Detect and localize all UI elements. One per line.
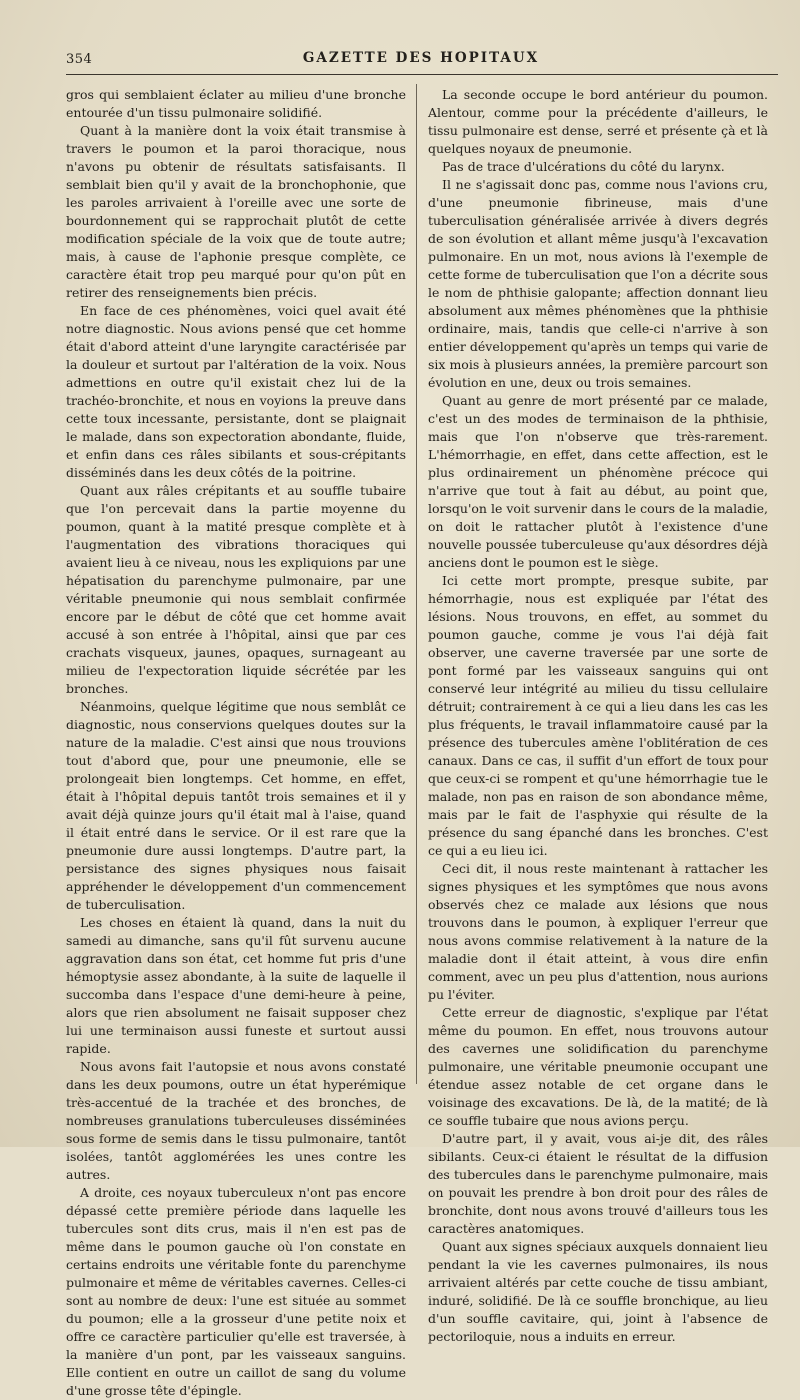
paragraph: La seconde occupe le bord antérieur du poumon. Alentour, comme pour la précédente d'ailleurs, le tissu pulmonaire est dense, serré et présente çà et là quelques noyaux de pneumonie. [428,87,768,156]
paragraph: Ceci dit, il nous reste maintenant à rattacher les signes physiques et les symptômes que nous avons observés chez ce malade aux lésions que nous trouvons dans le poumon, à expliquer l'erreur que nous avons commise relativement à la nature de la maladie dont il était atteint, à vous dire enfin comment, avec un peu plus d'attention, nous aurions pu l'éviter. [428,861,768,1002]
paragraph: En face de ces phénomènes, voici quel avait été notre diagnostic. Nous avions pensé que cet homme était d'abord atteint d'une laryngite caractérisée par la douleur et surtout par l'altération de la voix. Nous admettions en outre qu'il existait chez lui de la trachéo-bronchite, et nous en voyions la preuve dans cette toux incessante, persistante, dont se plaignait le malade, dans son expectoration abondante, fluide, et enfin dans ces râles sibilants et sous-crépitants disséminés dans les deux côtés de la poitrine. [66,303,406,480]
page-number: 354 [66,52,93,67]
paragraph: Quant aux râles crépitants et au souffle tubaire que l'on percevait dans la partie moyenne du poumon, quant à la matité presque complète et à l'augmentation des vibrations thoraciques qui avaient lieu à ce niveau, nous les expliquions par une hépatisation du parenchyme pulmonaire, par une véritable pneumonie qui nous semblait confirmée encore par le début de côté que cet homme avait accusé à son entrée à l'hôpital, ainsi que par ces crachats visqueux, jaunes, opaques, surnageant au milieu de l'expectoration liquide sécrétée par les bronches. [66,483,406,696]
header-rule [66,74,778,75]
paragraph: Cette erreur de diagnostic, s'explique par l'état même du poumon. En effet, nous trouvons autour des cavernes une solidification du parenchyme pulmonaire, une véritable pneumonie occupant une étendue assez notable de cet organe dans le voisinage des excavations. De là, de la matité; de là ce souffle tubaire que nous avions perçu. [428,1005,768,1128]
right-column [428,86,768,1346]
paragraph: Il ne s'agissait donc pas, comme nous l'avions cru, d'une pneumonie fibrineuse, mais d'une tuberculisation généralisée arrivée à divers degrés de son évolution et allant même jusqu'à l'excavation pulmonaire. En un mot, nous avions là l'exemple de cette forme de tuberculisation que l'on a décrite sous le nom de phthisie galopante; affection donnant lieu absolument aux mêmes phénomènes que la phthisie ordinaire, mais, tandis que celle-ci n'arrive à son entier développement qu'après un temps qui varie de six mois à plusieurs années, la première parcourt son évolution en une, deux ou trois semaines. [428,177,768,390]
paragraph: Les choses en étaient là quand, dans la nuit du samedi au dimanche, sans qu'il fût survenu aucune aggravation dans son état, cet homme fut pris d'une hémoptysie assez abondante, à la suite de laquelle il succomba dans l'espace d'une demi-heure à peine, alors que rien absolument ne faisait supposer chez lui une terminaison aussi funeste et surtout aussi rapide. [66,915,406,1056]
paragraph: Pas de trace d'ulcérations du côté du larynx. [442,159,725,174]
paragraph: A droite, ces noyaux tuberculeux n'ont pas encore dépassé cette première période dans laquelle les tubercules sont dits crus, mais il n'en est pas de même dans le poumon gauche où l'on constate en certains endroits une véritable fonte du parenchyme pulmonaire et même de véritables cavernes. Celles-ci sont au nombre de deux: l'une est située au sommet du poumon; elle a la grosseur d'une petite noix et offre ce caractère particulier qu'elle est traversée, à la manière d'un pont, par les vaisseaux sanguins. Elle contient en outre un caillot de sang du volume d'une grosse tête d'épingle. [66,1185,406,1398]
running-title: GAZETTE DES HOPITAUX [302,50,540,66]
paragraph: Néanmoins, quelque légitime que nous semblât ce diagnostic, nous conservions quelques doutes sur la nature de la maladie. C'est ainsi que nous trouvions tout d'abord que, pour une pneumonie, elle se prolongeait bien longtemps. Cet homme, en effet, était à l'hôpital depuis tantôt trois semaines et il y avait déjà quinze jours qu'il était mal à l'aise, quand il était entré dans le service. Or il est rare que la pneumonie dure aussi longtemps. D'autre part, la persistance des signes physiques nous faisait appréhender le développement d'un commencement de tuberculisation. [66,699,406,912]
page-header [66,50,776,72]
paragraph: Quant aux signes spéciaux auxquels donnaient lieu pendant la vie les cavernes pulmonaires, ils nous arrivaient altérés par cette couche de tissu ambiant, induré, solidifié. De là ce souffle bronchique, au lieu d'un souffle cavitaire, qui, joint à l'absence de pectoriloquie, nous a induits en erreur. [428,1239,768,1344]
paragraph: Quant à la manière dont la voix était transmise à travers le poumon et la paroi thoracique, nous n'avons pu obtenir de résultats satisfaisants. Il semblait bien qu'il y avait de la bronchophonie, que les paroles arrivaient à l'oreille avec une sorte de bourdonnement qui se rapprochait plutôt de cette modification spéciale de la voix que de toute autre; mais, à cause de l'aphonie presque complète, ce caractère était trop peu marqué pour qu'on pût en retirer des renseignements bien précis. [66,123,406,300]
paragraph: Nous avons fait l'autopsie et nous avons constaté dans les deux poumons, outre un état hyperémique très-accentué de la trachée et des bronches, de nombreuses granulations tuberculeuses disséminées sous forme de semis dans le tissu pulmonaire, tantôt isolées, tantôt agglomérées les unes contre les autres. [66,1059,406,1182]
paragraph: D'autre part, il y avait, vous ai-je dit, des râles sibilants. Ceux-ci étaient le résultat de la diffusion des tubercules dans le parenchyme pulmonaire, mais on pouvait les prendre à bon droit pour des râles de bronchite, dont nous avons trouvé d'ailleurs tous les caractères anatomiques. [428,1131,768,1236]
paragraph: Ici cette mort prompte, presque subite, par hémorrhagie, nous est expliquée par l'état des lésions. Nous trouvons, en effet, au sommet du poumon gauche, comme je vous l'ai déjà fait observer, une caverne traversée par une sorte de pont formé par les vaisseaux sanguins qui ont conservé leur intégrité au milieu du tissu cellulaire détruit; contrairement à ce qui a lieu dans les cas les plus fréquents, le travail inflammatoire causé par la présence des tubercules amène l'oblitération de ces canaux. Dans ce cas, il suffit d'un effort de toux pour que ceux-ci se rompent et qu'une hémorrhagie tue le malade, non pas en raison de son abondance même, mais par le fait de l'asphyxie qui résulte de la présence du sang épanché dans les bronches. C'est ce qui a eu lieu ici. [428,573,768,858]
column-divider [416,84,417,1084]
paragraph: gros qui semblaient éclater au milieu d'une bronche entourée d'un tissu pulmonaire solidifié. [66,87,406,120]
paragraph: Quant au genre de mort présenté par ce malade, c'est un des modes de terminaison de la phthisie, mais que l'on n'observe que très-rarement. L'hémorrhagie, en effet, dans cette affection, est le plus ordinairement un phénomène précoce qui n'arrive que tout à fait au début, au point que, lorsqu'on le voit survenir dans le cours de la maladie, on doit le rattacher plutôt à l'existence d'une nouvelle poussée tuberculeuse qu'aux désordres déjà anciens dont le poumon est le siège. [428,393,768,570]
left-column [66,86,406,1400]
